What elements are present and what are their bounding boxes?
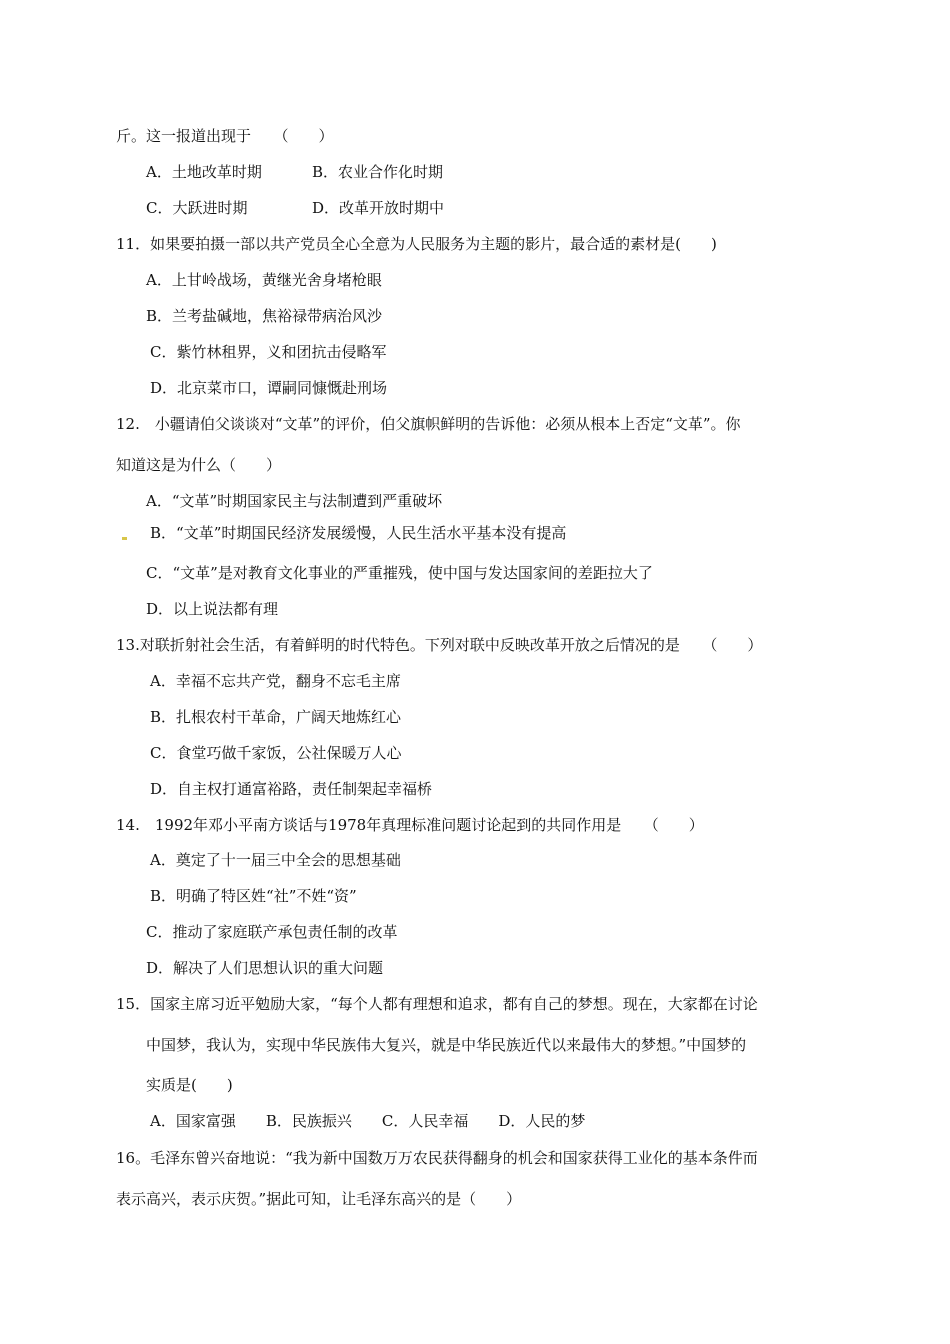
- q13-option-c: C．食堂巧做千家饭，公社保暖万人心: [150, 744, 402, 762]
- q12-option-c: C．“文革”是对教育文化事业的严重摧残，使中国与发达国家间的差距拉大了: [146, 564, 653, 582]
- q13-option-a: A．幸福不忘共产党，翻身不忘毛主席: [150, 672, 401, 690]
- q15-stem-line3: 实质是( ): [146, 1076, 233, 1094]
- q12-stem-line2: 知道这是为什么（ ）: [116, 456, 282, 474]
- scan-artifact-mark: [122, 537, 127, 540]
- q10-option-b: B．农业合作化时期: [312, 163, 444, 181]
- q12-option-a: A．“文革”时期国家民主与法制遭到严重破坏: [146, 492, 443, 510]
- q11-option-a: A．上甘岭战场，黄继光舍身堵枪眼: [146, 271, 382, 289]
- q15-stem-line1: 15．国家主席习近平勉励大家，“每个人都有理想和追求，都有自己的梦想。现在，大家都在讨论: [116, 995, 758, 1013]
- q13-stem: 13.对联折射社会生活，有着鲜明的时代特色。下列对联中反映改革开放之后情况的是 （ ）: [116, 636, 763, 654]
- q14-option-b: B．明确了特区姓“社”不姓“资”: [150, 887, 357, 905]
- q14-option-a: A．奠定了十一届三中全会的思想基础: [150, 851, 401, 869]
- q10-option-d: D．改革开放时期中: [312, 199, 445, 217]
- q14-option-c: C．推动了家庭联产承包责任制的改革: [146, 923, 398, 941]
- q14-option-d: D．解决了人们思想认识的重大问题: [146, 959, 384, 977]
- q10-option-c: C．大跃进时期: [146, 199, 248, 217]
- q15-stem-line2: 中国梦，我认为，实现中华民族伟大复兴，就是中华民族近代以来最伟大的梦想。”中国梦的: [146, 1036, 747, 1054]
- q10-stem-end: 斤。这一报道出现于 （ ）: [116, 127, 334, 145]
- q16-stem-line1: 16。毛泽东曾兴奋地说：“我为新中国数万万农民获得翻身的机会和国家获得工业化的基本条件而: [116, 1149, 758, 1167]
- q11-option-b: B．兰考盐碱地，焦裕禄带病治风沙: [146, 307, 383, 325]
- q13-option-b: B．扎根农村干革命，广阔天地炼红心: [150, 708, 402, 726]
- q12-option-d: D．以上说法都有理: [146, 600, 279, 618]
- q12-option-b: B．“文革”时期国民经济发展缓慢，人民生活水平基本没有提高: [150, 524, 567, 542]
- q14-stem: 14. 1992年邓小平南方谈话与1978年真理标准问题讨论起到的共同作用是 （ ）: [116, 816, 704, 834]
- q11-option-d: D．北京菜市口，谭嗣同慷慨赴刑场: [150, 379, 388, 397]
- q11-stem: 11．如果要拍摄一部以共产党员全心全意为人民服务为主题的影片，最合适的素材是( ): [116, 235, 717, 253]
- q12-stem-line1: 12. 小疆请伯父谈谈对“文革”的评价，伯父旗帜鲜明的告诉他：必须从根本上否定“文革”。你: [116, 415, 741, 433]
- q11-option-c: C．紫竹林租界，义和团抗击侵略军: [150, 343, 387, 361]
- q13-option-d: D．自主权打通富裕路，责任制架起幸福桥: [150, 780, 433, 798]
- q16-stem-line2: 表示高兴，表示庆贺。”据此可知，让毛泽东高兴的是（ ）: [116, 1190, 522, 1208]
- q10-option-a: A．土地改革时期: [146, 163, 262, 181]
- q15-options: A．国家富强 B．民族振兴 C．人民幸福 D．人民的梦: [150, 1112, 586, 1130]
